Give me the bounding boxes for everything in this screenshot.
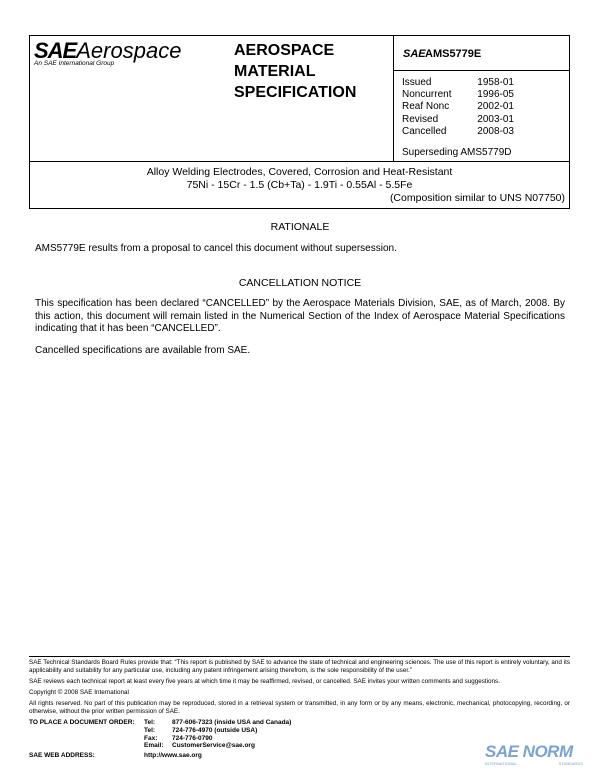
contact-value: 724-776-4970 (outside USA)	[172, 726, 258, 734]
footer-rules: SAE Technical Standards Board Rules provide that: “This report is published by SAE to advance the state of technical and engineering sciences. The use of this report is entirely voluntary, and its applicability and suitability for any particular use, including any patent infringement arising therefrom, is the sole responsibility of the user.”	[29, 659, 570, 674]
rationale-text: AMS5779E results from a proposal to cancel this document without supersession.	[35, 243, 397, 254]
contact-key: Tel:	[144, 726, 156, 734]
contact-key: Tel:	[144, 719, 156, 726]
contact-key: Fax:	[144, 734, 158, 742]
doc-number: AMS5779E	[425, 48, 482, 60]
sae-aerospace-logo	[34, 38, 194, 74]
footer-review: SAE reviews each technical report at least every five years at which time it may be reaffirmed, revised, or cancelled. SAE invites your written comments and suggestions.	[29, 678, 500, 685]
watermark-sub-left: INTERNATIONAL	[485, 761, 517, 766]
date-label: Noncurrent	[402, 89, 452, 101]
doc-title-line2: 75Ni - 15Cr - 1.5 (Cb+Ta) - 1.9Ti - 0.55Al - 5.5Fe	[186, 179, 413, 191]
web-link[interactable]: http://www.sae.org	[144, 752, 202, 759]
date-label: Issued	[402, 77, 432, 88]
header-divider	[393, 35, 394, 162]
footer-rights: All rights reserved. No part of this publication may be reproduced, stored in a retrieval system or transmitted, in any form or by any means, electronic, mechanical, photocopying, recording, or otherwise, without the prior written permission of SAE.	[29, 700, 570, 715]
date-value: 2002-01	[477, 101, 514, 113]
web-label: SAE WEB ADDRESS:	[29, 752, 95, 759]
logo-name: Aerospace	[76, 38, 182, 63]
sae-norm-watermark	[485, 742, 585, 770]
web-address	[29, 752, 202, 759]
spec-title-line: SPECIFICATION	[234, 84, 357, 101]
date-value: 1996-05	[477, 89, 514, 101]
footer-copyright: Copyright © 2008 SAE International	[29, 689, 129, 696]
date-label: Reaf Nonc	[402, 101, 450, 113]
spec-title	[234, 40, 384, 103]
watermark-sub-right: STANDARDS	[558, 761, 583, 766]
order-label: TO PLACE A DOCUMENT ORDER:	[29, 719, 135, 726]
date-value: 2003-01	[477, 113, 514, 125]
doc-title-line1: Alloy Welding Electrodes, Covered, Corrosion and Heat-Resistant	[146, 166, 453, 178]
cancellation-text: This specification has been declared “CANCELLED” by the Aerospace Materials Division, SAE, as of March, 2008. By this action, this document will remain listed in the Numerical Section of the Index of Aerospace Material Specifications indicating that it has been “CANCELLED”.	[35, 298, 565, 334]
logo-subtitle: An SAE International Group	[34, 60, 115, 67]
cancellation-heading: CANCELLATION NOTICE	[238, 277, 362, 289]
contact-email-link[interactable]: CustomerService@sae.org	[172, 742, 255, 750]
cancellation-note: Cancelled specifications are available from SAE.	[35, 345, 251, 356]
logo-brand: SAE	[34, 38, 77, 63]
date-row	[402, 89, 514, 101]
date-label: Revised	[402, 113, 439, 125]
spec-title-line: AEROSPACE	[234, 42, 335, 59]
contact-value: 724-776-0790	[172, 734, 213, 742]
doc-sae-logo: SAE	[403, 48, 426, 60]
order-info	[29, 719, 291, 750]
date-row	[402, 114, 514, 126]
date-row	[402, 126, 514, 138]
date-label: Cancelled	[402, 125, 447, 137]
contact-key: Email:	[144, 742, 164, 750]
superseding-note: Superseding AMS5779D	[402, 147, 512, 158]
date-value: 2008-03	[477, 125, 514, 137]
spec-title-line: MATERIAL	[234, 63, 316, 80]
doc-title-line3: (Composition similar to UNS N07750)	[389, 192, 565, 204]
contact-value: 877-606-7323 (inside USA and Canada)	[172, 719, 292, 726]
rationale-heading: RATIONALE	[270, 221, 330, 233]
footer-divider	[29, 656, 570, 657]
header-divider-h	[393, 70, 570, 71]
date-list	[402, 77, 514, 138]
date-value: 1958-01	[477, 77, 514, 88]
date-row	[402, 101, 514, 113]
watermark-brand: SAE NORM	[485, 742, 573, 761]
date-row	[402, 77, 514, 89]
